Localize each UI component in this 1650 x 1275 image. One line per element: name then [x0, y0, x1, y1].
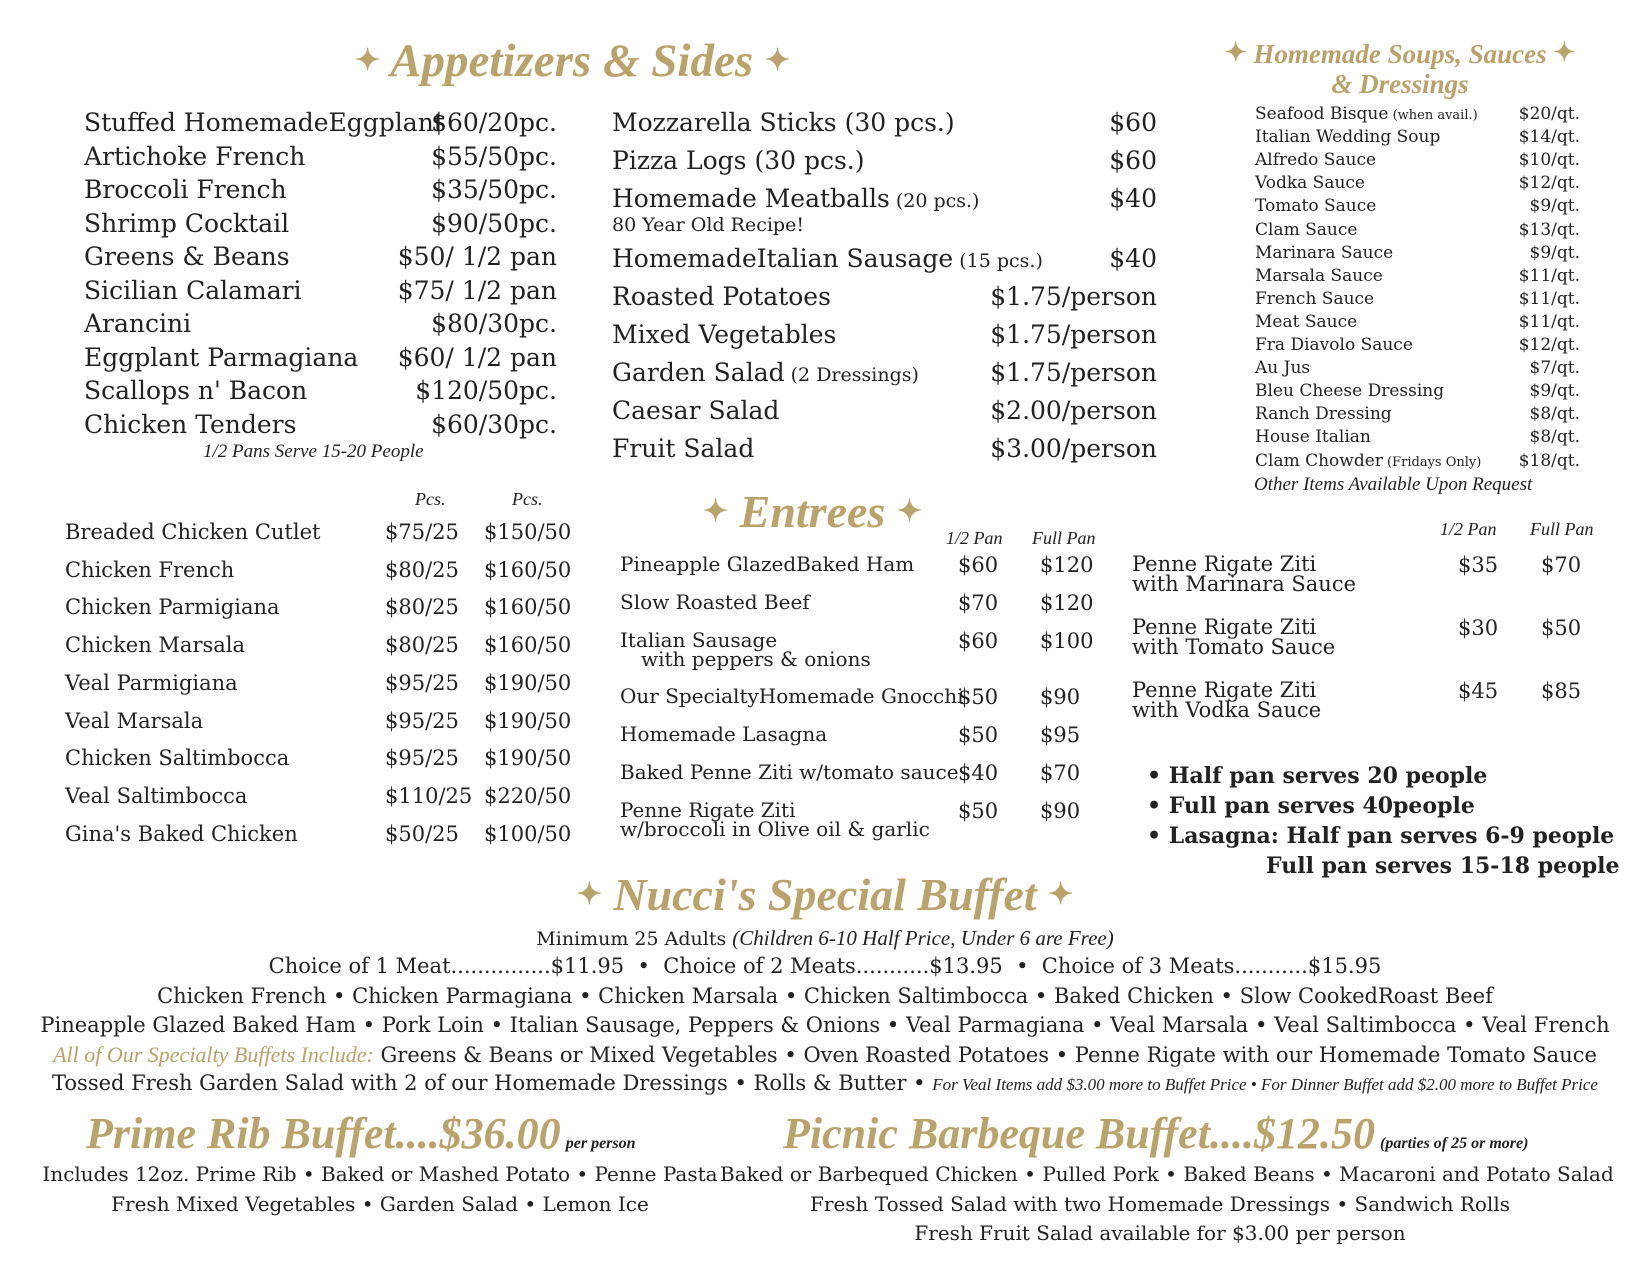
picnic-header: Picnic Barbeque Buffet....$12.50 (parties of 25 or more): [783, 1109, 1529, 1158]
soup-item-price: $10/qt.: [1518, 150, 1580, 171]
cutlet-name: Chicken Saltimbocca: [65, 746, 290, 771]
soup-item-price: $18/qt.: [1518, 450, 1580, 471]
cutlet-price-50: $160/50: [484, 557, 572, 582]
star-icon: ✦: [576, 878, 602, 911]
item-subtitle: 80 Year Old Recipe!: [612, 214, 804, 236]
entree-price-half: $60: [958, 629, 999, 653]
list-item-name: Broccoli French: [84, 175, 287, 204]
item-qty: (20 pcs.): [889, 190, 980, 212]
list-item-price: $60/ 1/2 pan: [397, 342, 557, 372]
list-item-price: $40: [1109, 184, 1157, 213]
item-name: HomemadeItalian Sausage: [612, 244, 954, 273]
list-item-price: $40: [1109, 244, 1157, 273]
entree-price-full: $120: [1040, 591, 1094, 615]
soup-item-name: [1255, 335, 1413, 355]
list-item-price: $80/30pc.: [431, 309, 557, 338]
cutlet-price-25: $50/25: [385, 821, 459, 846]
soup-item-price: $7/qt.: [1529, 358, 1580, 379]
soup-item-price: $14/qt.: [1518, 127, 1580, 148]
soups-title: ✦ Homemade Soups, Sauces ✦ & Dressings: [1224, 38, 1576, 99]
entree-name: Our SpecialtyHomemade Gnocchi: [620, 684, 964, 708]
buffet-line4: Tossed Fresh Garden Salad with 2 of our Homemade Dressings • Rolls & Butter • For Veal Items add $3.00 more to Buffet Price • For Dinner Buffet add $2.00 more to Buffet Price: [52, 1071, 1598, 1095]
cutlet-name: Breaded Chicken Cutlet: [65, 520, 321, 544]
prime-rib-header: Prime Rib Buffet....$36.00 per person: [86, 1109, 636, 1158]
cutlet-name: Chicken Marsala: [65, 633, 246, 658]
entree-price-half: $60: [958, 553, 999, 577]
soup-item-name: [1255, 289, 1374, 309]
soup-item-price: $13/qt.: [1518, 219, 1580, 240]
item-name: Tomato Sauce: [1255, 196, 1377, 217]
list-item-name: Eggplant Parmagiana: [84, 342, 359, 372]
entree-name: Slow Roasted Beef: [620, 590, 810, 614]
item-name: Ranch Dressing: [1255, 404, 1392, 425]
soups-footer: Other Items Available Upon Request: [1254, 474, 1533, 495]
cutlet-price-25: $75/25: [385, 520, 459, 544]
entree-name: Penne Rigate Ziti: [620, 798, 796, 822]
cutlet-name: Chicken French: [65, 557, 235, 582]
list-item-name: [612, 284, 831, 310]
ziti-price-full: $85: [1541, 679, 1582, 703]
list-item-price: $60/30pc.: [431, 409, 557, 439]
item-name: Meat Sauce: [1255, 311, 1358, 332]
entree-price-half: $50: [958, 685, 999, 709]
entree-price-half: $40: [958, 761, 999, 785]
cutlets-col-50: Pcs.: [512, 489, 543, 509]
soup-item-price: $9/qt.: [1529, 381, 1580, 402]
entree-price-full: $90: [1040, 685, 1081, 709]
picnic-line2: Fresh Tossed Salad with two Homemade Dressings • Sandwich Rolls: [810, 1192, 1510, 1216]
list-item-price: $55/50pc.: [431, 141, 557, 171]
soup-item-name: [1255, 173, 1365, 193]
item-name: Caesar Salad: [612, 396, 780, 425]
item-name: Marsala Sauce: [1255, 265, 1383, 286]
item-name: Marinara Sauce: [1255, 242, 1394, 263]
buffet-choices: Choice of 1 Meat...............$11.95 • Choice of 2 Meats...........$13.95 • Choice of 3 Meats...........$15.95: [268, 954, 1382, 978]
item-name: Fruit Salad: [612, 434, 755, 463]
appetizers-note: 1/2 Pans Serve 15-20 People: [203, 441, 424, 462]
cutlets-col-25: Pcs.: [415, 489, 446, 509]
buffet-title: ✦ Nucci's Special Buffet ✦: [576, 869, 1074, 920]
ziti-col-full: Full Pan: [1530, 519, 1594, 539]
item-qty: (15 pcs.): [953, 250, 1043, 272]
cutlet-price-50: $190/50: [484, 746, 572, 771]
cutlet-price-25: $110/25: [385, 783, 473, 808]
buffet-minimum: Minimum 25 Adults (Children 6-10 Half Price, Under 6 are Free): [536, 926, 1114, 950]
prime-rib-line1: Includes 12oz. Prime Rib • Baked or Mashed Potato • Penne Pasta: [42, 1162, 718, 1186]
buffet-meats-line1: Chicken French • Chicken Parmagiana • Chicken Marsala • Chicken Saltimbocca • Baked Chicken • Slow CookedRoast Beef: [157, 984, 1493, 1008]
item-name: Italian Wedding Soup: [1255, 127, 1441, 148]
ziti-note: • Lasagna: Half pan serves 6-9 people: [1147, 823, 1615, 849]
cutlet-price-50: $100/50: [484, 821, 572, 846]
list-item-price: $60: [1109, 146, 1157, 175]
list-item-name: Sicilian Calamari: [84, 275, 302, 305]
buffet-meats-line2: Pineapple Glazed Baked Ham • Pork Loin • Italian Sausage, Peppers & Onions • Veal Parmagiana • Veal Marsala • Veal Saltimbocca • Veal French: [40, 1013, 1610, 1037]
prime-rib-line2: Fresh Mixed Vegetables • Garden Salad • Lemon Ice: [111, 1192, 649, 1216]
soup-item-name: [1255, 427, 1371, 447]
list-item-price: $90/50pc.: [431, 208, 557, 238]
star-icon: ✦: [896, 495, 922, 528]
list-item-price: $60: [1109, 108, 1157, 137]
soup-item-name: [1255, 358, 1310, 378]
soup-item-name: [1255, 220, 1357, 240]
cutlet-price-50: $160/50: [484, 633, 572, 658]
list-item-price: $60/20pc.: [431, 108, 557, 137]
ziti-name: Penne Rigate Ziti: [1132, 552, 1317, 576]
entree-name: Baked Penne Ziti w/tomato sauce: [620, 760, 959, 784]
soup-item-name: [1255, 404, 1392, 424]
soup-item-price: $9/qt.: [1529, 196, 1580, 217]
cutlet-name: Chicken Parmigiana: [65, 595, 280, 620]
cutlet-price-25: $95/25: [385, 708, 459, 733]
item-name: Homemade Meatballs: [612, 184, 890, 213]
list-item-name: Greens & Beans: [84, 242, 290, 271]
ziti-subtitle: with Vodka Sauce: [1132, 698, 1322, 722]
item-name: Pizza Logs (30 pcs.): [612, 146, 865, 175]
item-note: (when avail.): [1388, 108, 1478, 123]
cutlet-price-25: $80/25: [385, 595, 459, 620]
soup-item-price: $12/qt.: [1518, 173, 1580, 194]
item-name: Fra Diavolo Sauce: [1255, 335, 1413, 355]
entree-subtitle: w/broccoli in Olive oil & garlic: [620, 817, 930, 841]
picnic-line3: Fresh Fruit Salad available for $3.00 per person: [914, 1221, 1406, 1245]
soup-item-name: [1255, 266, 1383, 286]
entrees-title: ✦ Entrees ✦: [703, 486, 922, 537]
soup-item-name: [1255, 243, 1393, 263]
item-name: Alfredo Sauce: [1255, 150, 1377, 171]
ziti-price-full: $50: [1541, 616, 1582, 640]
cutlet-price-25: $95/25: [385, 746, 459, 771]
cutlet-price-50: $190/50: [484, 670, 572, 695]
ziti-subtitle: with Tomato Sauce: [1132, 635, 1336, 659]
soup-item-name: [1255, 127, 1440, 147]
item-name: Clam Sauce: [1255, 219, 1358, 240]
list-item-price: $35/50pc.: [431, 175, 557, 204]
item-note: (Fridays Only): [1382, 454, 1482, 470]
list-item-name: [612, 322, 836, 348]
cutlet-price-25: $80/25: [385, 557, 459, 582]
ziti-name: Penne Rigate Ziti: [1132, 678, 1317, 702]
item-name: French Sauce: [1255, 288, 1375, 309]
soup-item-price: $9/qt.: [1529, 242, 1580, 263]
list-item-name: [612, 398, 779, 424]
list-item-price: $1.75/person: [990, 358, 1157, 387]
entree-price-half: $70: [958, 591, 999, 615]
list-item-name: [612, 360, 919, 388]
soup-item-name: [1255, 451, 1481, 473]
cutlet-price-50: $190/50: [484, 708, 572, 733]
entree-price-full: $90: [1040, 799, 1081, 823]
cutlet-price-50: $150/50: [484, 520, 572, 544]
item-name: Roasted Potatoes: [612, 282, 831, 311]
list-item-name: [612, 186, 979, 214]
entree-price-full: $100: [1040, 629, 1094, 653]
star-icon: ✦: [1224, 38, 1247, 67]
soup-item-name: [1255, 381, 1444, 401]
soup-item-name: [1255, 312, 1357, 332]
ziti-col-half: 1/2 Pan: [1440, 519, 1497, 539]
cutlet-name: Gina's Baked Chicken: [65, 821, 298, 846]
soup-item-price: $11/qt.: [1518, 265, 1580, 286]
buffet-includes: All of Our Specialty Buffets Include: Greens & Beans or Mixed Vegetables • Oven Roasted Potatoes • Penne Rigate with our Homemade Tomato Sauce: [53, 1042, 1597, 1067]
ziti-price-full: $70: [1541, 553, 1582, 577]
ziti-note: • Full pan serves 40people: [1147, 793, 1475, 819]
star-icon: ✦: [703, 495, 729, 528]
list-item-price: $50/ 1/2 pan: [397, 242, 557, 271]
list-item-name: [612, 246, 1043, 274]
entree-name: Pineapple GlazedBaked Ham: [620, 552, 915, 576]
ziti-name: Penne Rigate Ziti: [1132, 615, 1317, 639]
cutlet-name: Veal Parmigiana: [65, 670, 238, 695]
soup-item-price: $11/qt.: [1518, 288, 1580, 309]
entree-price-full: $120: [1040, 553, 1094, 577]
ziti-price-half: $45: [1458, 679, 1499, 703]
entree-price-half: $50: [958, 799, 999, 823]
list-item-name: Shrimp Cocktail: [84, 208, 290, 238]
list-item-name: Arancini: [84, 309, 192, 338]
list-item-price: $1.75/person: [990, 282, 1157, 311]
soup-item-price: $8/qt.: [1529, 404, 1580, 425]
soup-item-price: $8/qt.: [1529, 427, 1580, 448]
entree-subtitle: with peppers & onions: [641, 647, 871, 671]
cutlet-price-50: $220/50: [484, 783, 572, 808]
entree-price-full: $95: [1040, 723, 1081, 747]
list-item-name: Stuffed HomemadeEggplant: [84, 108, 444, 137]
cutlet-name: Veal Saltimbocca: [65, 783, 248, 808]
soup-item-price: $11/qt.: [1518, 311, 1580, 332]
soup-item-price: $12/qt.: [1518, 335, 1580, 355]
list-item-price: $120/50pc.: [415, 376, 557, 405]
cutlet-price-50: $160/50: [484, 595, 572, 620]
cutlet-name: Veal Marsala: [65, 708, 204, 733]
item-name: Garden Salad: [612, 358, 785, 387]
star-icon: ✦: [355, 44, 381, 77]
list-item-price: $75/ 1/2 pan: [397, 275, 557, 305]
entrees-col-full: Full Pan: [1032, 528, 1096, 548]
item-name: Mixed Vegetables: [612, 320, 837, 349]
list-item-price: $3.00/person: [990, 434, 1157, 463]
list-item-price: $1.75/person: [990, 320, 1157, 349]
list-item-name: Artichoke French: [84, 141, 306, 171]
item-name: Vodka Sauce: [1255, 173, 1365, 194]
item-name: Seafood Bisque: [1255, 104, 1389, 124]
star-icon: ✦: [1048, 878, 1074, 911]
entree-price-full: $70: [1040, 761, 1081, 785]
entrees-col-half: 1/2 Pan: [946, 528, 1003, 548]
soup-item-name: [1255, 104, 1478, 126]
ziti-price-half: $30: [1458, 616, 1499, 640]
entree-price-half: $50: [958, 723, 999, 747]
list-item-name: [612, 110, 955, 136]
soup-item-price: $20/qt.: [1518, 104, 1580, 124]
picnic-line1: Baked or Barbequed Chicken • Pulled Pork • Baked Beans • Macaroni and Potato Salad: [720, 1162, 1614, 1186]
entree-name: Homemade Lasagna: [620, 722, 828, 746]
star-icon: ✦: [1553, 38, 1576, 67]
item-name: Au Jus: [1255, 358, 1311, 379]
cutlet-price-25: $95/25: [385, 670, 459, 695]
list-item-name: [612, 436, 754, 462]
ziti-note: Full pan serves 15-18 people: [1266, 853, 1620, 879]
soup-item-name: [1255, 150, 1376, 170]
item-name: Bleu Cheese Dressing: [1255, 381, 1445, 402]
item-name: Clam Chowder: [1255, 450, 1383, 471]
ziti-note: • Half pan serves 20 people: [1147, 763, 1488, 789]
ziti-price-half: $35: [1458, 553, 1499, 577]
item-name: House Italian: [1255, 427, 1371, 448]
list-item-name: Scallops n' Bacon: [84, 376, 308, 405]
item-qty: (2 Dressings): [784, 364, 919, 386]
appetizers-title: ✦ Appetizers & Sides ✦: [355, 35, 791, 87]
list-item-price: $2.00/person: [990, 396, 1157, 425]
ziti-subtitle: with Marinara Sauce: [1132, 572, 1357, 596]
list-item-name: [612, 148, 865, 174]
soup-item-name: [1255, 196, 1376, 216]
entree-name: Italian Sausage: [620, 628, 778, 652]
star-icon: ✦: [764, 44, 791, 77]
list-item-name: Chicken Tenders: [84, 409, 297, 439]
item-name: Mozzarella Sticks (30 pcs.): [612, 108, 955, 137]
cutlet-price-25: $80/25: [385, 633, 459, 658]
